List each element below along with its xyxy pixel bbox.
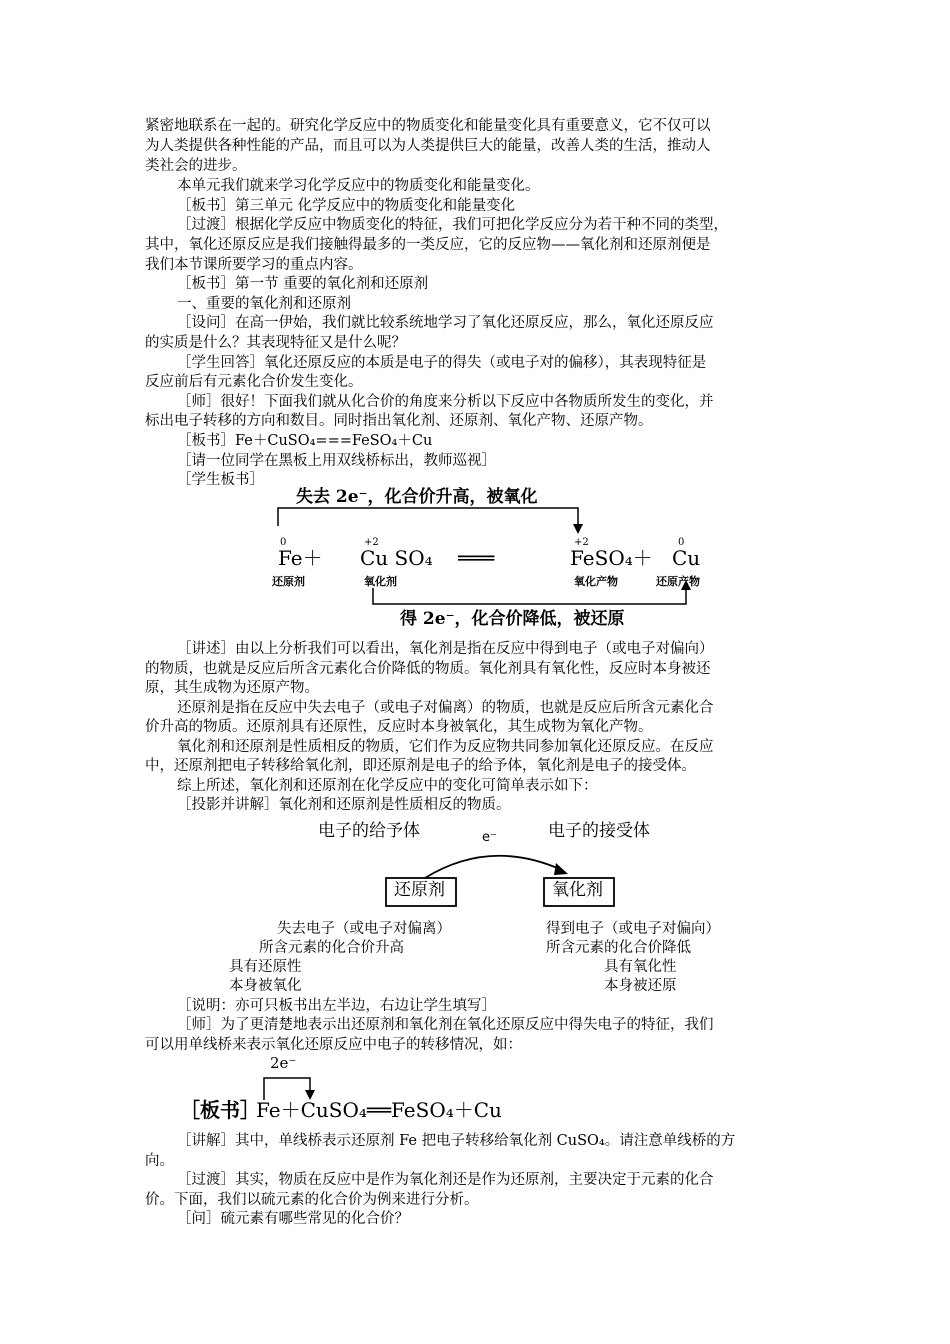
text-line: 本单元我们就来学习化学反应中的物质变化和能量变化。 bbox=[177, 178, 540, 194]
text-line: 紧密地联系在一起的。研究化学反应中的物质变化和能量变化具有重要意义，它不仅可以 bbox=[145, 118, 711, 134]
text-line: 氧化剂和还原剂是性质相反的物质，它们作为反应物共同参加氧化还原反应。在反应 bbox=[177, 739, 714, 755]
text-line: ［设问］在高一伊始，我们就比较系统地学习了氧化还原反应，那么，氧化还原反应 bbox=[177, 315, 714, 331]
reductant-property: 本身被氧化 bbox=[229, 978, 302, 994]
label-oxidation-product: 氧化产物 bbox=[574, 575, 618, 588]
text-line: 标出电子转移的方向和数目。同时指出氧化剂、还原剂、氧化产物、还原产物。 bbox=[145, 413, 653, 429]
donor-label: 电子的给予体 bbox=[318, 821, 420, 841]
text-line: ［板书］第一节 重要的氧化剂和还原剂 bbox=[177, 276, 429, 292]
oxidation-state-cu2: +2 bbox=[364, 537, 379, 548]
reductant-property: 失去电子（或电子对偏离） bbox=[277, 921, 451, 937]
formula-cu: Cu bbox=[672, 546, 701, 570]
text-line: ［板书］第三单元 化学反应中的物质变化和能量变化 bbox=[177, 198, 516, 214]
text-line: ［问］硫元素有哪些常见的化合价？ bbox=[177, 1211, 409, 1227]
text-line: 的实质是什么？其表现特征又是什么呢？ bbox=[145, 335, 406, 351]
text-line: ［请一位同学在黑板上用双线桥标出，教师巡视］ bbox=[177, 453, 496, 469]
oxidation-state-fe: 0 bbox=[280, 537, 287, 548]
text-line: 原，其生成物为还原产物。 bbox=[145, 680, 319, 696]
text-line: 价。下面，我们以硫元素的化合价为例来进行分析。 bbox=[145, 1192, 479, 1208]
oxidation-state-cu0: 0 bbox=[678, 537, 685, 548]
single-bridge-equation: Fe＋CuSO₄══FeSO₄＋Cu bbox=[256, 1098, 502, 1122]
oxidant-property: 所含元素的化合价降低 bbox=[546, 940, 691, 956]
text-line: 价升高的物质。还原剂具有还原性，反应时本身被氧化，其生成物为氧化产物。 bbox=[145, 719, 653, 735]
oxidant-property: 本身被还原 bbox=[604, 978, 677, 994]
text-line: 中，还原剂把电子转移给氧化剂，即还原剂是电子的给予体，氧化剂是电子的接受体。 bbox=[145, 758, 696, 774]
top-bridge-label: 失去 2e⁻，化合价升高，被氧化 bbox=[296, 487, 538, 507]
electron-transfer-diagram bbox=[300, 820, 680, 910]
formula-fe: Fe＋ bbox=[278, 546, 323, 570]
formula-equals: ═══ bbox=[458, 546, 495, 570]
oxidant-property: 得到电子（或电子对偏向） bbox=[546, 921, 720, 937]
reductant-box: 还原剂 bbox=[394, 880, 445, 900]
electron-label: e⁻ bbox=[482, 830, 497, 845]
text-line: 的物质，也就是反应后所含元素化合价降低的物质。氧化剂具有氧化性，反应时本身被还 bbox=[145, 661, 711, 677]
single-bridge-diagram bbox=[180, 1054, 540, 1126]
electron-count: 2e⁻ bbox=[270, 1054, 297, 1072]
bottom-bridge-label: 得 2e⁻，化合价降低，被还原 bbox=[400, 609, 625, 629]
text-line: 类社会的进步。 bbox=[145, 158, 247, 174]
oxidant-box: 氧化剂 bbox=[552, 880, 603, 900]
text-line: ［学生回答］氧化还原反应的本质是电子的得失（或电子对的偏移），其表现特征是 bbox=[177, 355, 707, 371]
double-bridge-diagram bbox=[268, 488, 728, 638]
text-line: 向。 bbox=[145, 1153, 174, 1169]
text-line: ［板书］Fe＋CuSO₄===FeSO₄＋Cu bbox=[177, 433, 433, 449]
reductant-property: 具有还原性 bbox=[229, 959, 302, 975]
acceptor-label: 电子的接受体 bbox=[548, 821, 650, 841]
text-line: 还原剂是指在反应中失去电子（或电子对偏离）的物质，也就是反应后所含元素化合 bbox=[177, 700, 714, 716]
text-line: ［学生板书］ bbox=[177, 472, 264, 488]
text-line: ［师］为了更清楚地表示出还原剂和氧化剂在氧化还原反应中得失电子的特征，我们 bbox=[177, 1017, 714, 1033]
text-line: ［过渡］根据化学反应中物质变化的特征，我们可把化学反应分为若干种不同的类型， bbox=[177, 217, 728, 233]
board-label: ［板书］ bbox=[180, 1098, 260, 1122]
text-line: 一、重要的氧化剂和还原剂 bbox=[177, 296, 351, 312]
text-line: ［师］很好！下面我们就从化合价的角度来分析以下反应中各物质所发生的变化，并 bbox=[177, 394, 714, 410]
text-line: 可以用单线桥来表示氧化还原反应中电子的转移情况，如： bbox=[145, 1037, 522, 1053]
label-reduction-product: 还原产物 bbox=[656, 575, 700, 588]
reductant-property: 所含元素的化合价升高 bbox=[259, 940, 404, 956]
text-line: 我们本节课所要学习的重点内容。 bbox=[145, 257, 363, 273]
text-line: ［过渡］其实，物质在反应中是作为氧化剂还是作为还原剂，主要决定于元素的化合 bbox=[177, 1172, 714, 1188]
text-line: 综上所述，氧化剂和还原剂在化学反应中的变化可简单表示如下： bbox=[177, 778, 598, 794]
label-reductant: 还原剂 bbox=[272, 575, 305, 588]
text-line: ［讲述］由以上分析我们可以看出，氧化剂是指在反应中得到电子（或电子对偏向） bbox=[177, 641, 714, 657]
formula-cuso4: Cu SO₄ bbox=[360, 546, 433, 570]
label-oxidant: 氧化剂 bbox=[364, 575, 397, 588]
text-line: 为人类提供各种性能的产品，而且可以为人类提供巨大的能量，改善人类的生活，推动人 bbox=[145, 138, 711, 154]
formula-feso4: FeSO₄＋ bbox=[570, 546, 653, 570]
oxidation-state-fe2: +2 bbox=[574, 537, 589, 548]
text-line: 其中，氧化还原反应是我们接触得最多的一类反应，它的反应物——氧化剂和还原剂便是 bbox=[145, 237, 711, 253]
text-line: ［说明：亦可只板书出左半边，右边让学生填写］ bbox=[177, 998, 496, 1014]
text-line: ［讲解］其中，单线桥表示还原剂 Fe 把电子转移给氧化剂 CuSO₄。请注意单线桥的方 bbox=[177, 1133, 736, 1149]
oxidant-property: 具有氧化性 bbox=[604, 959, 677, 975]
text-line: 反应前后有元素化合价发生变化。 bbox=[145, 374, 363, 390]
text-line: ［投影并讲解］氧化剂和还原剂是性质相反的物质。 bbox=[177, 797, 511, 813]
